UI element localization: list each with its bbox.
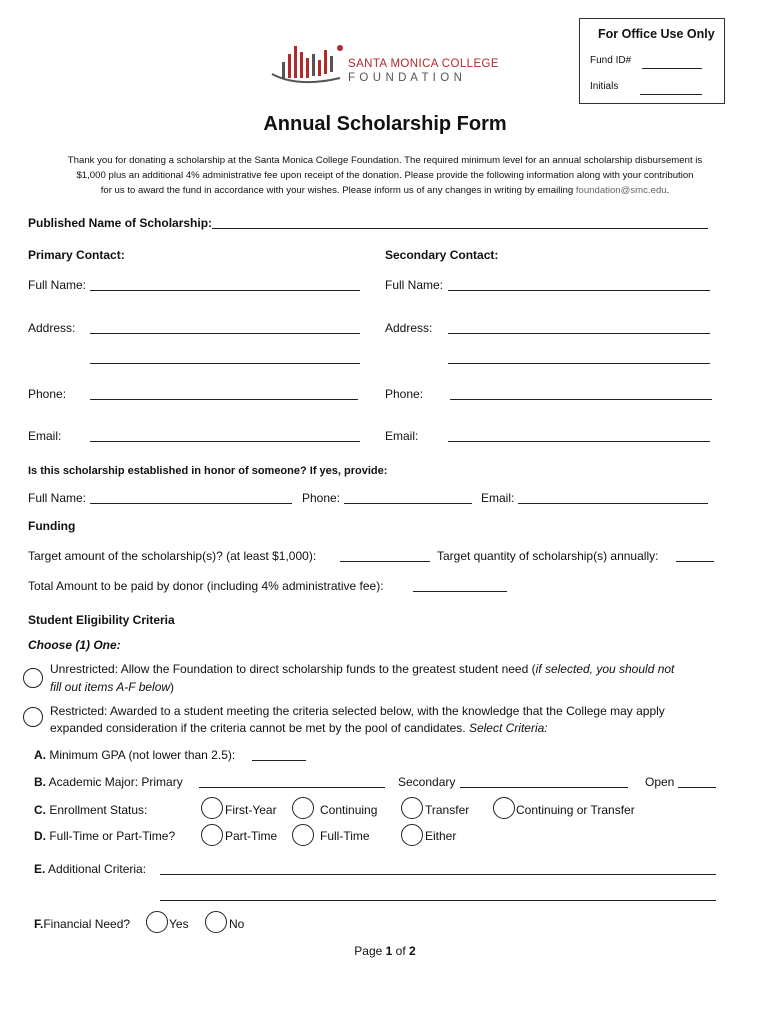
secondary-phone-field[interactable] [450,388,712,400]
open-major-field[interactable] [678,776,716,788]
intro-line-3 [0,185,770,196]
part-time-radio[interactable] [201,824,223,846]
transfer-radio[interactable] [401,797,423,819]
primary-address-field-2[interactable] [90,352,360,364]
target-amount-field[interactable] [340,550,430,562]
full-time-radio[interactable] [292,824,314,846]
secondary-address-label: Address: [385,321,433,335]
honor-phone-label: Phone: [302,491,341,505]
restricted-text-2: expanded consideration if the criteria cannot be met by the pool of candidates. [50,721,466,735]
criteria-e-label: Additional Criteria: [48,862,147,876]
secondary-address-field-2[interactable] [448,352,710,364]
select-criteria-label: Select Criteria: [468,721,548,735]
secondary-full-name-field[interactable] [448,279,710,291]
primary-email-field[interactable] [90,430,360,442]
funding-heading: Funding [28,519,76,533]
restricted-radio[interactable] [23,707,43,727]
criteria-d-label: Full-Time or Part-Time? [49,829,176,843]
honor-phone-field[interactable] [344,492,472,504]
office-use-title: For Office Use Only [598,27,715,41]
primary-contact-heading: Primary Contact: [28,248,125,262]
intro-line-3-end: . [666,185,670,196]
first-year-label: First-Year [225,803,277,817]
full-time-label: Full-Time [320,829,370,843]
initials-label: Initials [590,81,619,92]
unrestricted-radio[interactable] [23,668,43,688]
page-title: Annual Scholarship Form [263,113,507,135]
primary-major-field[interactable] [199,776,385,788]
primary-address-field[interactable] [90,322,360,334]
primary-full-name-label: Full Name: [28,278,87,292]
eligibility-heading: Student Eligibility Criteria [28,613,175,627]
criteria-a-letter: A. [34,748,46,762]
logo-graphic-icon [268,40,358,90]
target-amount-label: Target amount of the scholarship(s)? (at least $1,000): [28,549,317,563]
financial-need-no-radio[interactable] [205,911,227,933]
honor-email-field[interactable] [518,492,708,504]
primary-phone-label: Phone: [28,387,67,401]
secondary-email-field[interactable] [448,430,710,442]
primary-phone-field[interactable] [90,388,358,400]
unrestricted-text: Unrestricted: Allow the Foundation to direct scholarship funds to the greatest student need ( [50,662,536,676]
unrestricted-line-1 [50,662,674,676]
criteria-c [34,803,147,817]
choose-one-label: Choose (1) One: [28,638,121,652]
financial-need-yes-label: Yes [169,917,189,931]
unrestricted-note: if selected, you should not [535,662,675,676]
logo-line2: F O U N D A T I O N [348,72,463,84]
criteria-e [34,862,146,876]
fund-id-field[interactable] [642,57,702,69]
min-gpa-field[interactable] [252,749,306,761]
published-name-label: Published Name of Scholarship: [28,216,213,230]
logo-line1: SANTA MONICA COLLEGE [348,58,499,70]
restricted-line-2 [50,721,548,735]
target-quantity-label: Target quantity of scholarship(s) annually: [437,549,659,563]
initials-field[interactable] [640,83,702,95]
published-name-field[interactable] [212,217,708,229]
secondary-phone-label: Phone: [385,387,424,401]
criteria-d [34,829,175,843]
criteria-a [34,748,235,762]
continuing-or-transfer-radio[interactable] [493,797,515,819]
secondary-full-name-label: Full Name: [385,278,444,292]
foundation-email-link[interactable]: foundation@smc.edu [575,185,667,196]
criteria-f [34,917,130,931]
page-current: 1 [385,944,393,958]
part-time-label: Part-Time [225,829,278,843]
criteria-b [34,775,183,789]
primary-email-label: Email: [28,429,62,443]
unrestricted-close: ) [170,680,175,694]
criteria-b-letter: B. [34,775,46,789]
secondary-major-field[interactable] [460,776,628,788]
additional-criteria-field-2[interactable] [160,889,716,901]
total-amount-field[interactable] [413,580,507,592]
criteria-f-letter: F. [34,917,44,931]
financial-need-yes-radio[interactable] [146,911,168,933]
open-major-label: Open [645,775,675,789]
primary-full-name-field[interactable] [90,279,360,291]
transfer-label: Transfer [425,803,470,817]
office-use-box [579,18,725,104]
either-label: Either [425,829,457,843]
criteria-a-label: Minimum GPA (not lower than 2.5): [49,748,236,762]
page-word: Page [354,944,383,958]
continuing-label: Continuing [320,803,378,817]
fund-id-label: Fund ID# [590,55,632,66]
honor-full-name-field[interactable] [90,492,292,504]
secondary-email-label: Email: [385,429,419,443]
first-year-radio[interactable] [201,797,223,819]
continuing-or-transfer-label: Continuing or Transfer [516,803,635,817]
of-word: of [395,944,406,958]
target-quantity-field[interactable] [676,550,714,562]
criteria-e-letter: E. [34,862,46,876]
continuing-radio[interactable] [292,797,314,819]
intro-line-2: $1,000 plus an additional 4% administrative fee upon receipt of the donation. Please provide the following information along with your contribution [76,170,694,181]
unrestricted-note-2: fill out items A-F below [50,680,171,694]
primary-address-label: Address: [28,321,76,335]
honor-question: Is this scholarship established in honor of someone? If yes, provide: [28,465,388,477]
criteria-d-letter: D. [34,829,46,843]
honor-email-label: Email: [481,491,515,505]
intro-line-3-text: for us to award the fund in accordance with your wishes. Please inform us of any changes in writing by emailing [100,185,574,196]
honor-full-name-label: Full Name: [28,491,87,505]
total-amount-label: Total Amount to be paid by donor (including 4% administrative fee): [28,579,384,593]
page-number [0,944,770,958]
additional-criteria-field[interactable] [160,863,716,875]
secondary-contact-heading: Secondary Contact: [385,248,499,262]
secondary-major-label: Secondary [398,775,456,789]
criteria-c-label: Enrollment Status: [49,803,148,817]
financial-need-no-label: No [229,917,245,931]
unrestricted-line-2 [50,680,174,694]
logo [268,40,508,90]
criteria-f-label: Financial Need? [43,917,131,931]
restricted-line-1: Restricted: Awarded to a student meeting the criteria selected below, with the knowledge that the College may apply [50,704,665,718]
criteria-c-letter: C. [34,803,46,817]
either-radio[interactable] [401,824,423,846]
intro-line-1: Thank you for donating a scholarship at the Santa Monica College Foundation. The required minimum level for an annual scholarship disbursement is [67,155,703,166]
page-total: 2 [409,944,416,958]
criteria-b-label: Academic Major: Primary [48,775,183,789]
secondary-address-field[interactable] [448,322,710,334]
